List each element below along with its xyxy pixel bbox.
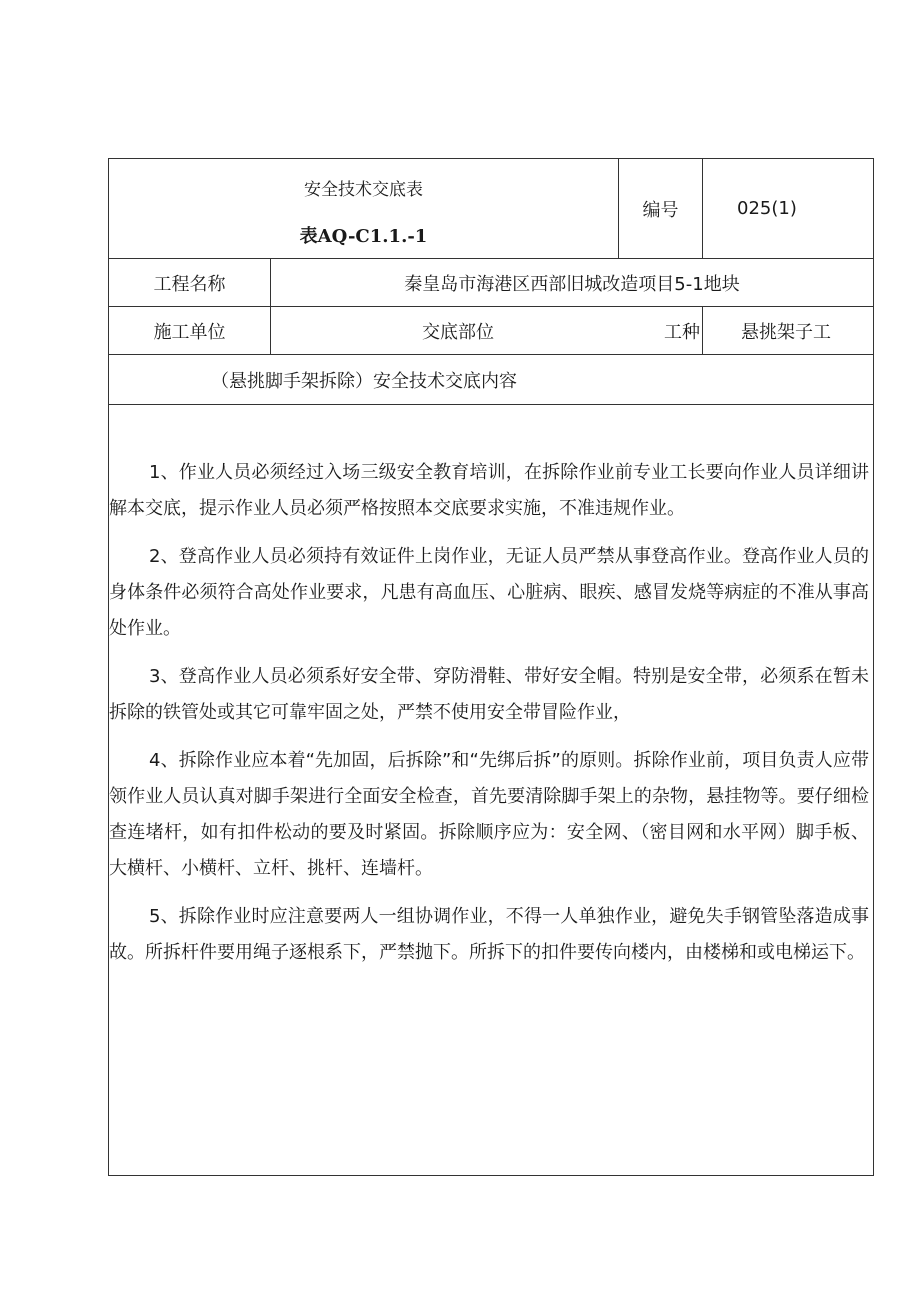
project-label-cell xyxy=(109,259,271,306)
project-name-label: 工程名称 xyxy=(153,273,226,295)
unit-label-cell xyxy=(109,307,271,354)
project-value-cell xyxy=(271,259,873,306)
paragraph-1: 1、作业人员必须经过入场三级安全教育培训，在拆除作业前专业工长要向作业人员详细讲解本交底，提示作业人员必须严格按照本交底要求实施，不准违规作业。 xyxy=(109,462,869,519)
project-row xyxy=(109,259,873,307)
section-title-cell xyxy=(109,355,619,404)
unit-label: 施工单位 xyxy=(153,321,226,343)
trade-value-cell xyxy=(703,307,873,354)
section-title-row xyxy=(109,355,873,405)
section-title: （悬挑脚手架拆除）安全技术交底内容 xyxy=(211,370,517,392)
title-block xyxy=(109,159,619,258)
paragraph-2: 2、登高作业人员必须持有效证件上岗作业，无证人员严禁从事登高作业。登高作业人员的身体条件必须符合高处作业要求，凡患有高血压、心脏病、眼疾、感冒发烧等病症的不准从事高处作业。 xyxy=(109,546,869,639)
safety-disclosure-form xyxy=(108,158,874,1176)
paragraph-4: 4、拆除作业应本着“先加固，后拆除”和“先绑后拆”的原则。拆除作业前，项目负责人应带领作业人员认真对脚手架进行全面安全检查，首先要清除脚手架上的杂物，悬挂物等。要仔细检查连堵杆，如有扣件松动的要及时紧固。拆除顺序应为：安全网、（密目网和水平网）脚手板、大横杆、小横杆、立杆、挑杆、连墙杆。 xyxy=(109,750,869,879)
project-name-value: 秦皇岛市海港区西部旧城改造项目5-1地块 xyxy=(404,273,740,295)
trade-value: 悬挑架子工 xyxy=(741,321,831,343)
location-cell xyxy=(271,307,645,354)
header-row xyxy=(109,159,873,259)
paragraph-3: 3、登高作业人员必须系好安全带、穿防滑鞋、带好安全帽。特别是安全带，必须系在暂未拆除的铁管处或其它可靠牢固之处，严禁不使用安全带冒险作业， xyxy=(109,666,869,723)
number-label: 编号 xyxy=(642,199,679,221)
trade-label-cell xyxy=(645,307,703,354)
number-value: 025(1) xyxy=(737,198,797,219)
form-title: 安全技术交底表 xyxy=(304,180,423,200)
trade-label: 工种 xyxy=(664,321,700,343)
disclosure-content xyxy=(109,405,873,1175)
form-code: 表AQ-C1.1.-1 xyxy=(299,226,428,247)
location-label: 交底部位 xyxy=(422,321,494,343)
unit-row xyxy=(109,307,873,355)
number-value-cell xyxy=(703,159,873,258)
paragraph-5: 5、拆除作业时应注意要两人一组协调作业，不得一人单独作业，避免失手钢管坠落造成事故。所拆杆件要用绳子逐根系下，严禁抛下。所拆下的扣件要传向楼内，由楼梯和或电梯运下。 xyxy=(109,906,869,963)
number-label-cell xyxy=(619,159,703,258)
